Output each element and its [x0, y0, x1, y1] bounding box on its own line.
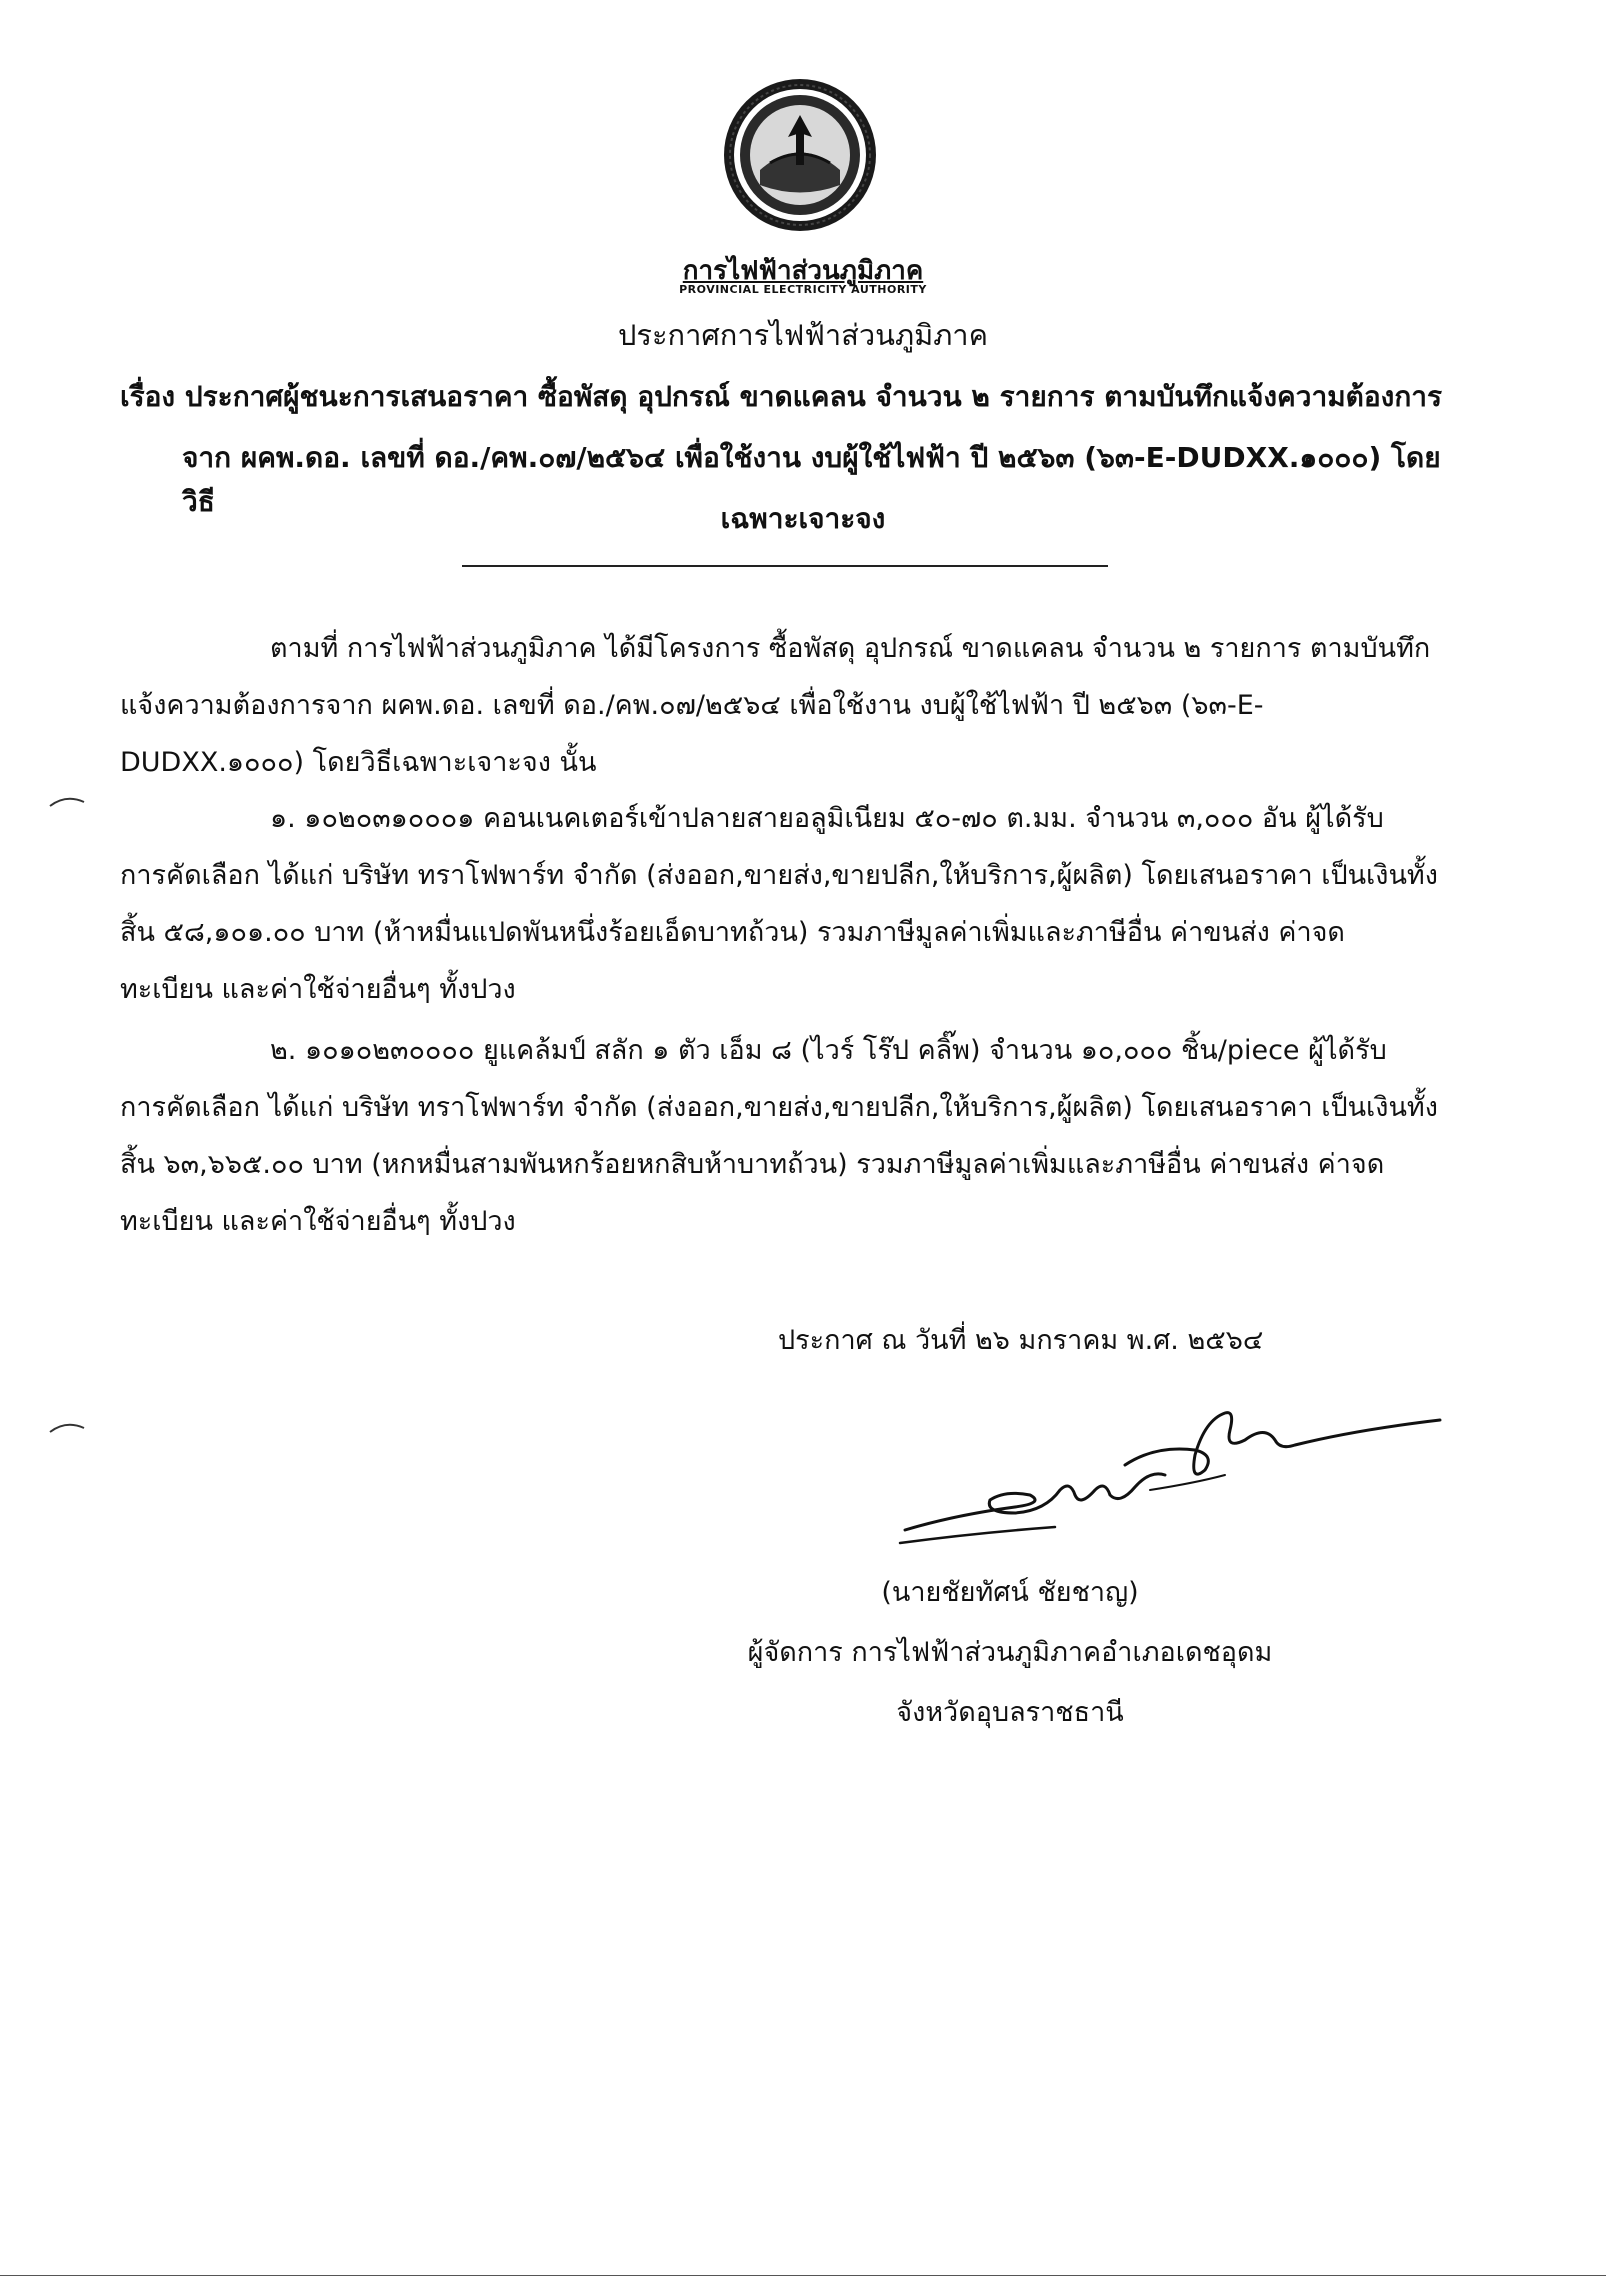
item1-line-4: ทะเบียน และค่าใช้จ่ายอื่นๆ ทั้งปวง — [120, 974, 516, 1005]
signer-province: จังหวัดอุบลราชธานี — [896, 1697, 1124, 1728]
handwritten-signature — [895, 1395, 1445, 1555]
announcement-title: ประกาศการไฟฟ้าส่วนภูมิภาค — [617, 318, 988, 352]
intro-line-2: แจ้งความต้องการจาก ผคพ.ดอ. เลขที่ ดอ./คพ.๐๗/๒๕๖๔ เพื่อใช้งาน งบผู้ใช้ไฟฟ้า ปี ๒๕๖๓ (๖๓-E- — [120, 690, 1264, 721]
pea-seal-logo — [720, 75, 880, 235]
announcement-date: ประกาศ ณ วันที่ ๒๖ มกราคม พ.ศ. ๒๕๖๔ — [778, 1325, 1264, 1356]
signer-name: (นายชัยทัศน์ ชัยชาญ) — [881, 1577, 1139, 1608]
page-bottom-edge — [0, 2275, 1606, 2276]
intro-line-1: ตามที่ การไฟฟ้าส่วนภูมิภาค ได้มีโครงการ ซื้อพัสดุ อุปกรณ์ ขาดแคลน จำนวน ๒ รายการ ตามบันทึก — [270, 633, 1431, 664]
item2-line-1: ๒. ๑๐๑๐๒๓๐๐๐๐ ยูแคล้มป์ สลัก ๑ ตัว เอ็ม ๘ (ไวร์ โร๊ป คลิ๊พ) จำนวน ๑๐,๐๐๐ ชิ้น/piece ผู้ได้รับ — [270, 1035, 1387, 1066]
subject-line-2: จาก ผคพ.ดอ. เลขที่ ดอ./คพ.๐๗/๒๕๖๔ เพื่อใช้งาน งบผู้ใช้ไฟฟ้า ปี ๒๕๖๓ (๖๓-E-DUDXX.๑๐๐๐) โดยวิธี — [182, 441, 1441, 518]
subject-line-1: เรื่อง ประกาศผู้ชนะการเสนอราคา ซื้อพัสดุ อุปกรณ์ ขาดแคลน จำนวน ๒ รายการ ตามบันทึกแจ้งความต้องการ — [120, 380, 1443, 413]
scan-margin-mark — [48, 1418, 88, 1436]
item2-line-4: ทะเบียน และค่าใช้จ่ายอื่นๆ ทั้งปวง — [120, 1206, 516, 1237]
item1-line-2: การคัดเลือก ได้แก่ บริษัท ทราโฟพาร์ท จำกัด (ส่งออก,ขายส่ง,ขายปลีก,ให้บริการ,ผู้ผลิต) โดยเสนอราคา เป็นเงินทั้ง — [120, 860, 1438, 891]
item1-line-3: สิ้น ๕๘,๑๐๑.๐๐ บาท (ห้าหมื่นแปดพันหนึ่งร้อยเอ็ดบาทถ้วน) รวมภาษีมูลค่าเพิ่มและภาษีอื่น ค่าขนส่ง ค่าจด — [120, 917, 1345, 948]
item1-line-1: ๑. ๑๐๒๐๓๑๐๐๐๑ คอนเนคเตอร์เข้าปลายสายอลูมิเนียม ๕๐-๗๐ ต.มม. จำนวน ๓,๐๐๐ อัน ผู้ได้รับ — [270, 803, 1384, 834]
org-name-english: PROVINCIAL ELECTRICITY AUTHORITY — [679, 283, 927, 296]
divider-line — [462, 565, 1108, 567]
scan-margin-mark — [48, 792, 88, 810]
intro-line-3: DUDXX.๑๐๐๐) โดยวิธีเฉพาะเจาะจง นั้น — [120, 747, 597, 778]
item2-line-2: การคัดเลือก ได้แก่ บริษัท ทราโฟพาร์ท จำกัด (ส่งออก,ขายส่ง,ขายปลีก,ให้บริการ,ผู้ผลิต) โดยเสนอราคา เป็นเงินทั้ง — [120, 1092, 1438, 1123]
org-name-thai: การไฟฟ้าส่วนภูมิภาค — [682, 256, 924, 286]
signer-position: ผู้จัดการ การไฟฟ้าส่วนภูมิภาคอำเภอเดชอุดม — [747, 1637, 1273, 1668]
item2-line-3: สิ้น ๖๓,๖๖๕.๐๐ บาท (หกหมื่นสามพันหกร้อยหกสิบห้าบาทถ้วน) รวมภาษีมูลค่าเพิ่มและภาษีอื่น ค่าขนส่ง ค่าจด — [120, 1149, 1385, 1180]
subject-line-3: เฉพาะเจาะจง — [720, 502, 886, 535]
